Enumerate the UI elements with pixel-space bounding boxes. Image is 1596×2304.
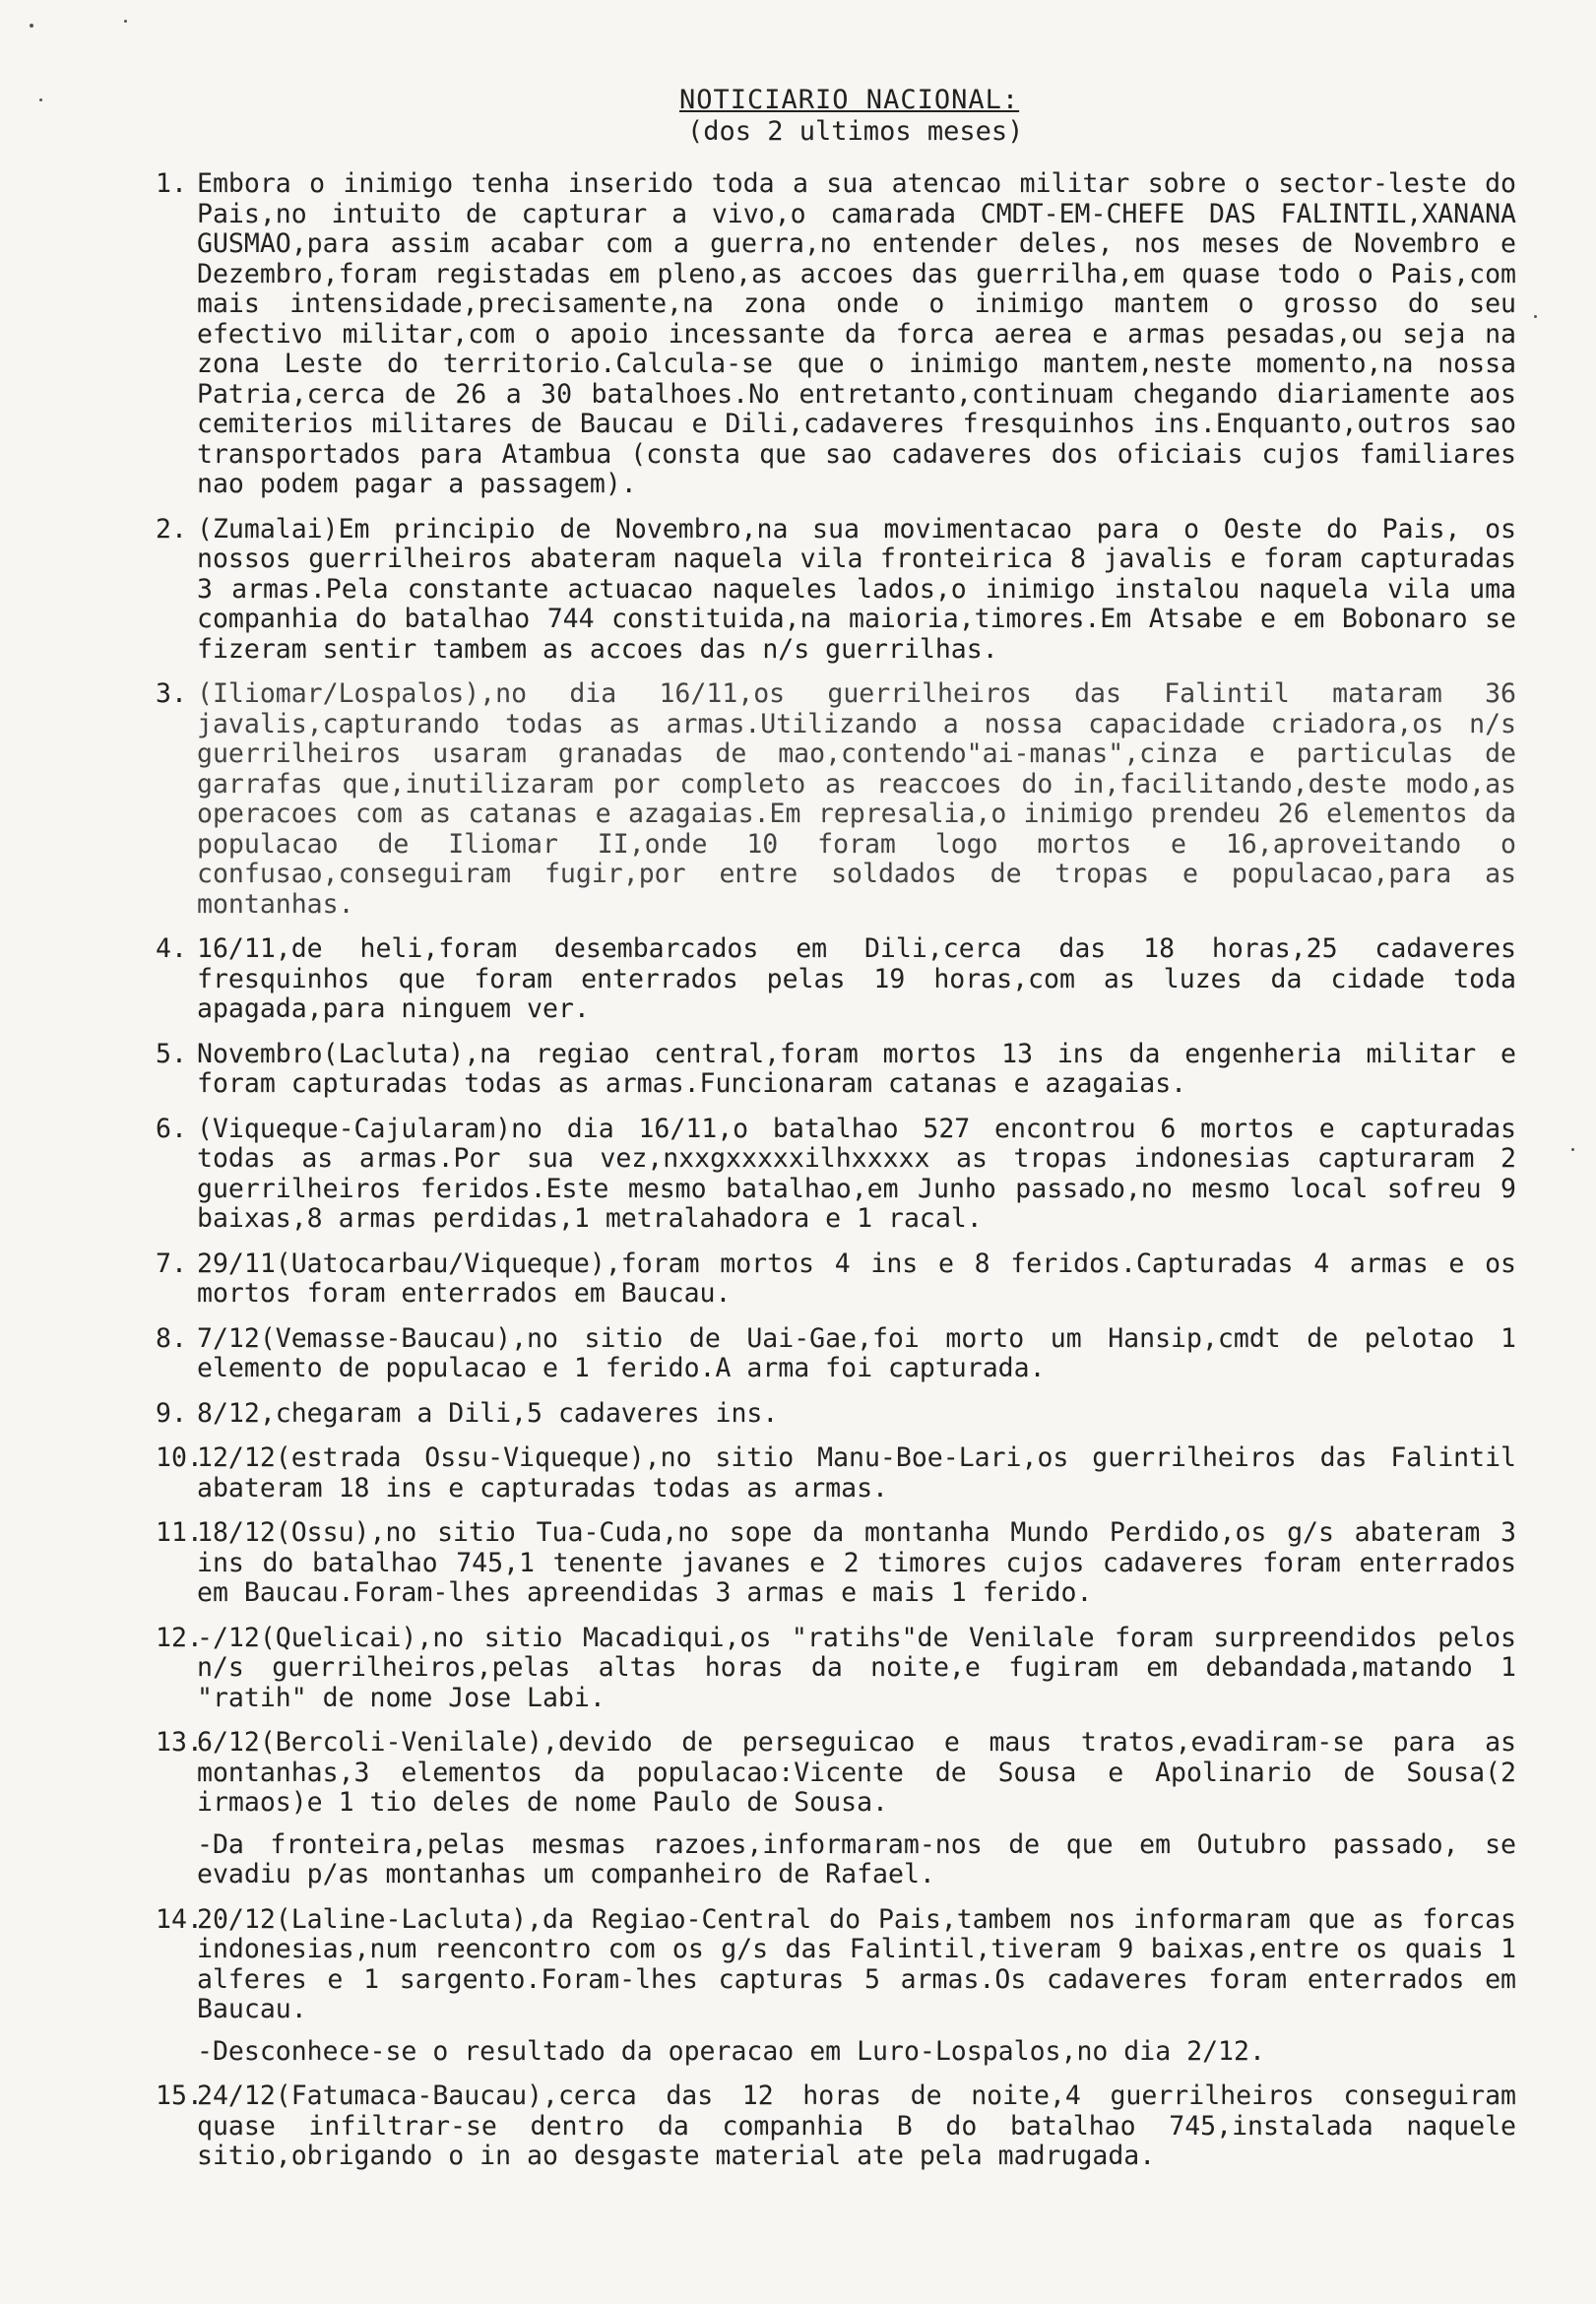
news-entry-7 bbox=[158, 1249, 1516, 1310]
entry-number: 15. bbox=[156, 2080, 203, 2111]
news-entry-13 bbox=[158, 1728, 1516, 1890]
paper-speck bbox=[124, 20, 127, 23]
entry-number: 14. bbox=[156, 1903, 203, 1935]
document-subtitle: (dos 2 ultimos meses) bbox=[687, 116, 1024, 147]
entry-text: 18/12(Ossu),no sitio Tua-Cuda,no sope da montanha Mundo Perdido,os g/s abateram 3 ins do batalhao 745,1 tenente javanes e 2 timores cujos cadaveres foram enterrados em Baucau.Foram-lhes apreendidas 3 armas e mais 1 ferido. bbox=[197, 1517, 1516, 1608]
news-entry-11 bbox=[158, 1518, 1516, 1609]
paper-speck bbox=[39, 98, 42, 101]
news-entry-3 bbox=[158, 679, 1516, 920]
entry-number: 6. bbox=[156, 1113, 187, 1144]
entry-text: 24/12(Fatumaca-Baucau),cerca das 12 horas de noite,4 guerrilheiros conseguiram quase infiltrar-se dentro da companhia B do batalhao 745,instalada naquele sitio,obrigando o in ao desgaste material ate pela madrugada. bbox=[197, 2080, 1516, 2171]
entry-text: Embora o inimigo tenha inserido toda a sua atencao militar sobre o sector-leste do Pais,no intuito de capturar a vivo,o camarada CMDT-EM-CHEFE DAS FALINTIL,XANANA GUSMAO,para assim acabar com a guerra,no entender deles, nos meses de Novembro e Dezembro,foram registadas em pleno,as accoes das guerrilha,em quase todo o Pais,com mais intensidade,precisamente,na zona onde o inimigo mantem o grosso do seu efectivo militar,com o apoio incessante da forca aerea e armas pesadas,ou seja na zona Leste do territorio.Calcula-se que o inimigo mantem,neste momento,na nossa Patria,cerca de 26 a 30 batalhoes.No entretanto,continuam chegando diariamente aos cemiterios militares de Baucau e Dili,cadaveres fresquinhos ins.Enquanto,outros sao transportados para Atambua (consta que sao cadaveres dos oficiais cujos familiares nao podem pagar a passagem). bbox=[197, 168, 1516, 499]
entry-text: (Zumalai)Em principio de Novembro,na sua movimentacao para o Oeste do Pais, os nossos guerrilheiros abateram naquela vila fronteirica 8 javalis e foram capturadas 3 armas.Pela constante actuacao naqueles lados,o inimigo instalou naquela vila uma companhia do batalhao 744 constituida,na maioria,timores.Em Atsabe e em Bobonaro se fizeram sentir tambem as accoes das n/s guerrilhas. bbox=[197, 513, 1516, 665]
entry-text: 7/12(Vemasse-Baucau),no sitio de Uai-Gae,foi morto um Hansip,cmdt de pelotao 1 elemento de populacao e 1 ferido.A arma foi capturada. bbox=[197, 1322, 1516, 1383]
entry-text: 20/12(Laline-Lacluta),da Regiao-Central do Pais,tambem nos informaram que as forcas indonesias,num reencontro com os g/s das Falintil,tiveram 9 baixas,entre os quais 1 alferes e 1 sargento.Foram-lhes capturas 5 armas.Os cadaveres foram enterrados em Baucau. bbox=[197, 1903, 1516, 2024]
entry-text: Novembro(Lacluta),na regiao central,foram mortos 13 ins da engenheria militar e foram capturadas todas as armas.Funcionaram catanas e azagaias. bbox=[197, 1038, 1516, 1099]
news-entries bbox=[158, 169, 1516, 2187]
news-entry-9 bbox=[158, 1399, 1516, 1430]
paper-speck bbox=[30, 24, 33, 28]
entry-text: 8/12,chegaram a Dili,5 cadaveres ins. bbox=[197, 1397, 779, 1429]
news-entry-5 bbox=[158, 1040, 1516, 1100]
news-entry-12 bbox=[158, 1624, 1516, 1714]
news-entry-15 bbox=[158, 2081, 1516, 2172]
news-entry-10 bbox=[158, 1443, 1516, 1504]
entry-text: 16/11,de heli,foram desembarcados em Dili,cerca das 18 horas,25 cadaveres fresquinhos que foram enterrados pelas 19 horas,com as luzes da cidade toda apagada,para ninguem ver. bbox=[197, 933, 1516, 1024]
news-entry-4 bbox=[158, 934, 1516, 1025]
news-entry-1 bbox=[158, 169, 1516, 500]
entry-number: 7. bbox=[156, 1248, 187, 1279]
document-title: NOTICIARIO NACIONAL: bbox=[679, 85, 1020, 115]
paper-speck bbox=[1534, 315, 1537, 318]
news-entry-8 bbox=[158, 1324, 1516, 1384]
entry-number: 2. bbox=[156, 513, 187, 544]
entry-text: 29/11(Uatocarbau/Viqueque),foram mortos 4 ins e 8 feridos.Capturadas 4 armas e os mortos foram enterrados em Baucau. bbox=[197, 1248, 1516, 1309]
entry-number: 1. bbox=[156, 168, 187, 199]
entry-text: (Iliomar/Lospalos),no dia 16/11,os guerrilheiros das Falintil mataram 36 javalis,capturando todas as armas.Utilizando a nossa capacidade criadora,os n/s guerrilheiros usaram granadas de mao,contendo"ai-manas",cinza e particulas de garrafas que,inutilizaram por completo as reaccoes do in,facilitando,deste modo,as operacoes com as catanas e azagaias.Em represalia,o inimigo prendeu 26 elementos da populacao de Iliomar II,onde 10 foram logo mortos e 16,aproveitando o confusao,conseguiram fugir,por entre soldados de tropas e populacao,para as montanhas. bbox=[197, 678, 1516, 920]
entry-number: 11. bbox=[156, 1517, 203, 1548]
entry-text: 12/12(estrada Ossu-Viqueque),no sitio Manu-Boe-Lari,os guerrilheiros das Falintil abateram 18 ins e capturadas todas as armas. bbox=[197, 1442, 1516, 1504]
entry-note: -Da fronteira,pelas mesmas razoes,informaram-nos de que em Outubro passado, se evadiu p/as montanhas um companheiro de Rafael. bbox=[197, 1828, 1516, 1889]
entry-text: -/12(Quelicai),no sitio Macadiqui,os "ratihs"de Venilale foram surpreendidos pelos n/s guerrilheiros,pelas altas horas da noite,e fugiram em debandada,matando 1 "ratih" de nome Jose Labi. bbox=[197, 1622, 1516, 1713]
entry-text: (Viqueque-Cajularam)no dia 16/11,o batalhao 527 encontrou 6 mortos e capturadas todas as armas.Por sua vez,nxxgxxxxxilhxxxxx as tropas indonesias capturaram 2 guerrilheiros feridos.Este mesmo batalhao,em Junho passado,no mesmo local sofreu 9 baixas,8 armas perdidas,1 metralahadora e 1 racal. bbox=[197, 1113, 1516, 1234]
entry-note: -Desconhece-se o resultado da operacao em Luro-Lospalos,no dia 2/12. bbox=[197, 2035, 1265, 2067]
entry-number: 9. bbox=[156, 1397, 187, 1429]
entry-number: 10. bbox=[156, 1442, 203, 1473]
entry-number: 8. bbox=[156, 1322, 187, 1354]
entry-number: 3. bbox=[156, 678, 187, 709]
document-heading bbox=[679, 85, 1132, 148]
paper-speck bbox=[1571, 1148, 1574, 1151]
news-entry-14 bbox=[158, 1905, 1516, 2068]
entry-number: 13. bbox=[156, 1727, 203, 1758]
news-entry-2 bbox=[158, 515, 1516, 666]
news-entry-6 bbox=[158, 1115, 1516, 1235]
entry-number: 5. bbox=[156, 1038, 187, 1069]
entry-number: 12. bbox=[156, 1622, 203, 1653]
entry-text: 6/12(Bercoli-Venilale),devido de perseguicao e maus tratos,evadiram-se para as montanhas,3 elementos da populacao:Vicente de Sousa e Apolinario de Sousa(2 irmaos)e 1 tio deles de nome Paulo de Sousa. bbox=[197, 1727, 1516, 1818]
entry-number: 4. bbox=[156, 933, 187, 964]
